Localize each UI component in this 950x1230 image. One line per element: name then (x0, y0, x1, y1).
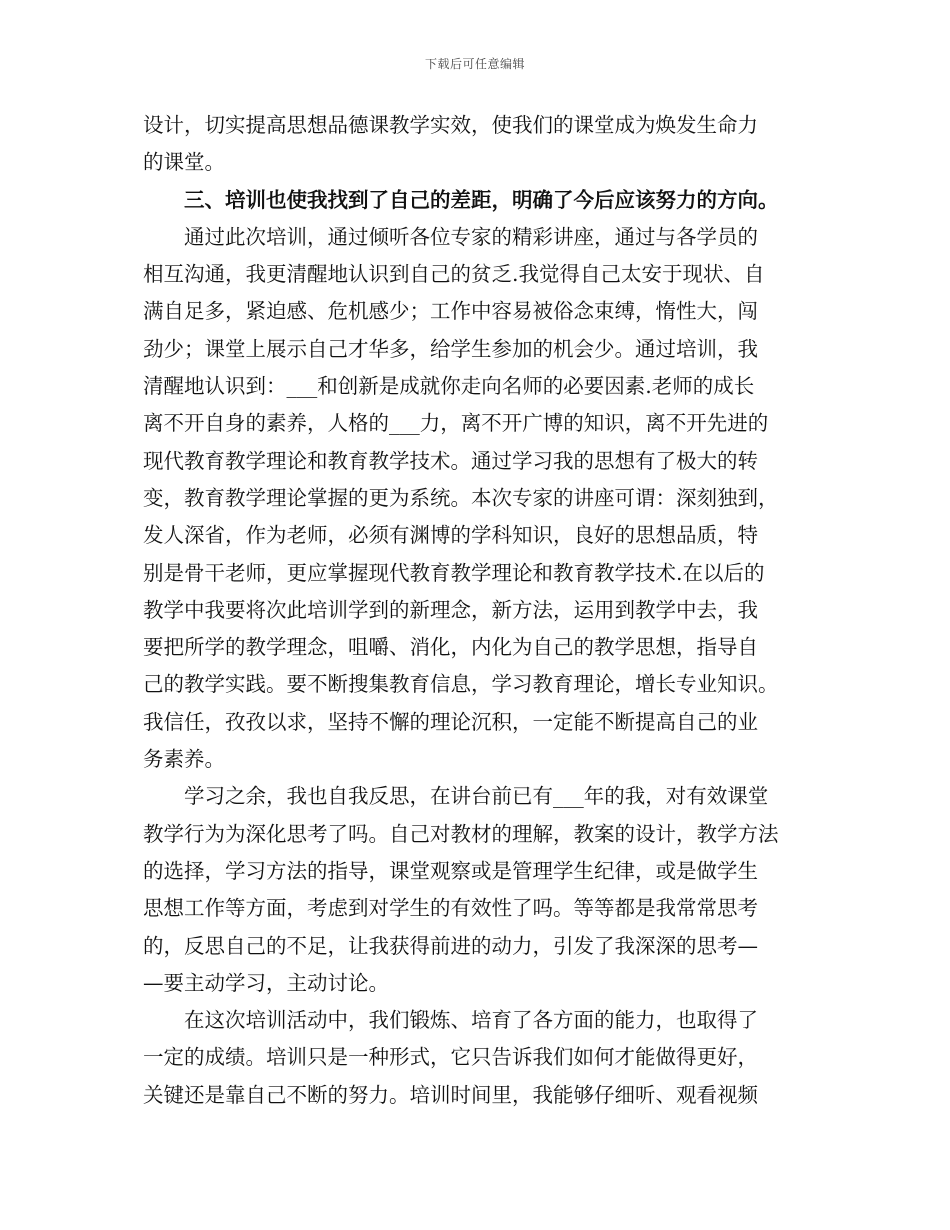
text-line: 相互沟通，我更清醒地认识到自己的贫乏.我觉得自己太安于现状、自 (143, 262, 765, 287)
text-line: 满自足多，紧迫感、危机感少；工作中容易被俗念束缚，惰性大，闯 (143, 299, 758, 324)
text-line: 的课堂。 (143, 150, 225, 175)
header-note: 下载后可任意编辑 (424, 57, 525, 71)
text-line: 要把所学的教学理念，咀嚼、消化，内化为自己的教学思想，指导自 (143, 635, 758, 660)
text-line: 我信任，孜孜以求，坚持不懈的理论沉积，一定能不断提高自己的业 (143, 709, 758, 734)
text-line: 关键还是靠自己不断的努力。培训时间里，我能够仔细听、观看视频 (143, 1082, 758, 1107)
text-line: 别是骨干老师，更应掌握现代教育教学理论和教育教学技术.在以后的 (143, 560, 765, 585)
text-line: 通过此次培训，通过倾听各位专家的精彩讲座，通过与各学员的 (143, 224, 758, 249)
text-line: 思想工作等方面，考虑到对学生的有效性了吗。等等都是我常常思考 (143, 896, 758, 921)
text-line: —要主动学习，主动讨论。 (143, 970, 389, 995)
text-line: 劲少；课堂上展示自己才华多，给学生参加的机会少。通过培训，我 (143, 336, 758, 361)
text-line: 教学中我要将次此培训学到的新理念，新方法，运用到教学中去，我 (143, 597, 758, 622)
text-line: 己的教学实践。要不断搜集教育信息，学习教育理论，增长专业知识。 (143, 672, 779, 697)
text-line: 离不开自身的素养，人格的___力，离不开广博的知识，离不开先进的 (143, 411, 769, 436)
text-line: 发人深省，作为老师，必须有渊博的学科知识，良好的思想品质，特 (143, 523, 758, 548)
text-line: 务素养。 (143, 747, 225, 772)
text-line: 变，教育教学理论掌握的更为系统。本次专家的讲座可谓：深刻独到， (143, 485, 779, 510)
text-line: 设计，切实提高思想品德课教学实效，使我们的课堂成为焕发生命力 (143, 113, 758, 137)
text-line: 的选择，学习方法的指导，课堂观察或是管理学生纪律，或是做学生 (143, 858, 758, 883)
body-text (143, 107, 811, 1114)
text-line: 教学行为为深化思考了吗。自己对教材的理解，教案的设计，教学方法 (143, 821, 779, 846)
text-line: 清醒地认识到：___和创新是成就你走向名师的必要因素.老师的成长 (143, 374, 755, 399)
text-line: 一定的成绩。培训只是一种形式，它只告诉我们如何才能做得更好， (143, 1045, 758, 1070)
text-line: 学习之余，我也自我反思，在讲台前已有___年的我，对有效课堂 (143, 784, 769, 809)
section-heading: 三、培训也使我找到了自己的差距，明确了今后应该努力的方向。 (143, 187, 779, 212)
text-line: 的，反思自己的不足，让我获得前进的动力，引发了我深深的思考— (143, 933, 758, 958)
text-line: 在这次培训活动中，我们锻炼、培育了各方面的能力，也取得了 (143, 1008, 758, 1033)
text-line: 现代教育教学理论和教育教学技术。通过学习我的思想有了极大的转 (143, 448, 758, 473)
